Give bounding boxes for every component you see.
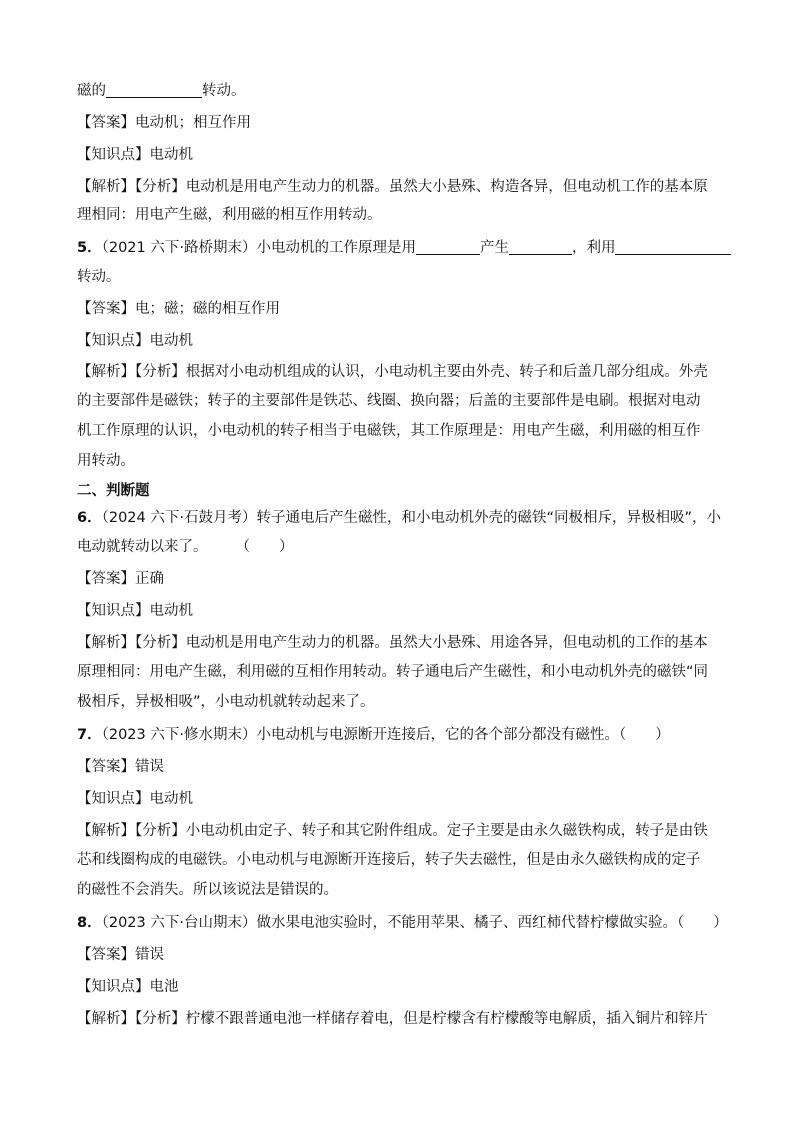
fenxi-tag: 【分析】 xyxy=(135,635,186,651)
analysis-text: 电动机是用电产生动力的机器。虽然大小悬殊、构造各异，但电动机工作的基本原 xyxy=(185,179,708,195)
q6-knowledge-point xyxy=(77,601,193,621)
question-number: 7． xyxy=(77,727,102,743)
q7-knowledge-point xyxy=(77,789,193,809)
question-number: 6． xyxy=(77,510,102,526)
kp-text: 电动机 xyxy=(149,147,193,163)
q4-analysis-line1 xyxy=(77,177,708,197)
q6-stem-2: 电动就转动以来了。 xyxy=(77,539,208,555)
q4-stem-text-a: 磁的 xyxy=(77,83,106,99)
q5-stem-line1 xyxy=(77,238,731,258)
q4-answer-blank xyxy=(106,82,202,98)
kp-tag: 【知识点】 xyxy=(77,603,150,619)
q4-stem-line2 xyxy=(77,81,246,101)
analysis-text: 的主要部件是磁铁；转子的主要部件是铁芯、线圈、换向器；后盖的主要部件是电刷。根据对电动 xyxy=(77,393,701,409)
q5-analysis-line1 xyxy=(77,362,708,382)
fenxi-tag: 【分析】 xyxy=(135,1011,186,1027)
analysis-text: 用转动。 xyxy=(77,453,135,469)
q5-answer xyxy=(77,299,280,319)
answer-parentheses: （ ） xyxy=(235,539,294,555)
q5-stem-line2 xyxy=(77,267,121,287)
q6-analysis-line1 xyxy=(77,633,708,653)
answer-text: 电动机；相互作用 xyxy=(135,115,251,131)
fenxi-tag: 【分析】 xyxy=(135,364,186,380)
kp-text: 电动机 xyxy=(149,603,193,619)
kp-text: 电池 xyxy=(149,979,179,995)
analysis-text: 极相斥，异极相吸”，小电动机就转动起来了。 xyxy=(77,694,375,710)
q6-stem-1: 转子通电后产生磁性，和小电动机外壳的磁铁“同极相斥，异极相吸”，小 xyxy=(256,510,721,526)
q6-answer xyxy=(77,569,164,589)
q5-knowledge-point xyxy=(77,331,193,351)
q5-analysis-line4 xyxy=(77,451,135,471)
q5-blank-3 xyxy=(615,239,731,255)
fenxi-tag: 【分析】 xyxy=(135,179,186,195)
analysis-text: 的磁性不会消失。所以该说法是错误的。 xyxy=(77,882,338,898)
q6-analysis-line3 xyxy=(77,692,375,712)
q6-stem-line2 xyxy=(77,537,294,557)
analysis-tag: 【解析】 xyxy=(77,823,135,839)
q8-answer xyxy=(77,945,164,965)
answer-text: 电；磁；磁的相互作用 xyxy=(135,301,280,317)
q8-stem-text: 做水果电池实验时，不能用苹果、橘子、西红柿代替柠檬做实验。（ ） xyxy=(256,915,728,931)
analysis-tag: 【解析】 xyxy=(77,364,135,380)
answer-text: 错误 xyxy=(135,947,164,963)
q7-stem-text: 小电动机与电源断开连接后，它的各个部分都没有磁性。（ ） xyxy=(256,727,670,743)
question-number: 5． xyxy=(77,240,102,256)
q7-analysis-line2 xyxy=(77,850,701,870)
q8-analysis-line1 xyxy=(77,1009,708,1029)
analysis-text: 芯和线圈构成的电磁铁。小电动机与电源断开连接后，转子失去磁性，但是由永久磁铁构成的定子 xyxy=(77,852,701,868)
q6-analysis-line2 xyxy=(77,662,708,682)
analysis-tag: 【解析】 xyxy=(77,179,135,195)
fenxi-tag: 【分析】 xyxy=(135,823,186,839)
q5-blank-1 xyxy=(416,239,480,255)
answer-tag: 【答案】 xyxy=(77,947,135,963)
answer-tag: 【答案】 xyxy=(77,571,135,587)
analysis-text: 柠檬不跟普通电池一样储存着电，但是柠檬含有柠檬酸等电解质，插入铜片和锌片 xyxy=(185,1011,708,1027)
q6-stem-line1 xyxy=(77,508,721,528)
q7-analysis-line3 xyxy=(77,880,338,900)
analysis-text: 小电动机由定子、转子和其它附件组成。定子主要是由永久磁铁构成，转子是由铁 xyxy=(185,823,708,839)
q4-knowledge-point xyxy=(77,145,193,165)
analysis-text: 根据对小电动机组成的认识，小电动机主要由外壳、转子和后盖几部分组成。外壳 xyxy=(185,364,708,380)
q5-stem-d: 转动。 xyxy=(77,269,121,285)
analysis-text: 原理相同：用电产生磁，利用磁的互相作用转动。转子通电后产生磁性，和小电动机外壳的磁铁“同 xyxy=(77,664,709,680)
answer-tag: 【答案】 xyxy=(77,759,135,775)
analysis-tag: 【解析】 xyxy=(77,1011,135,1027)
q8-stem xyxy=(77,913,728,933)
kp-tag: 【知识点】 xyxy=(77,791,150,807)
answer-text: 错误 xyxy=(135,759,164,775)
question-source: （2021 六下·路桥期末） xyxy=(101,240,257,256)
question-source: （2023 六下·修水期末） xyxy=(101,727,257,743)
kp-tag: 【知识点】 xyxy=(77,333,150,349)
q5-analysis-line2 xyxy=(77,391,701,411)
analysis-text: 机工作原理的认识，小电动机的转子相当于电磁铁，其工作原理是：用电产生磁，利用磁的相互作 xyxy=(77,423,701,439)
q5-stem-a: 小电动机的工作原理是用 xyxy=(256,240,416,256)
q7-analysis-line1 xyxy=(77,821,708,841)
question-source: （2024 六下·石鼓月考） xyxy=(101,510,257,526)
kp-text: 电动机 xyxy=(149,333,193,349)
analysis-tag: 【解析】 xyxy=(77,635,135,651)
q5-blank-2 xyxy=(509,239,572,255)
question-number: 8． xyxy=(77,915,102,931)
q5-stem-b: 产生 xyxy=(479,240,509,256)
q5-analysis-line3 xyxy=(77,421,701,441)
q4-answer xyxy=(77,113,251,133)
q4-analysis-line2 xyxy=(77,205,382,225)
analysis-text: 理相同：用电产生磁，利用磁的相互作用转动。 xyxy=(77,207,382,223)
q8-knowledge-point xyxy=(77,977,179,997)
q4-stem-text-b: 转动。 xyxy=(202,83,246,99)
answer-text: 正确 xyxy=(135,571,164,587)
kp-text: 电动机 xyxy=(149,791,193,807)
question-source: （2023 六下·台山期末） xyxy=(101,915,257,931)
answer-tag: 【答案】 xyxy=(77,301,135,317)
q7-stem xyxy=(77,725,670,745)
kp-tag: 【知识点】 xyxy=(77,979,150,995)
analysis-text: 电动机是用电产生动力的机器。虽然大小悬殊、用途各异，但电动机的工作的基本 xyxy=(185,635,708,651)
q5-stem-c: ，利用 xyxy=(571,240,616,256)
q7-answer xyxy=(77,757,164,777)
kp-tag: 【知识点】 xyxy=(77,147,150,163)
section-heading: 二、判断题 xyxy=(77,483,150,499)
answer-tag: 【答案】 xyxy=(77,115,135,131)
